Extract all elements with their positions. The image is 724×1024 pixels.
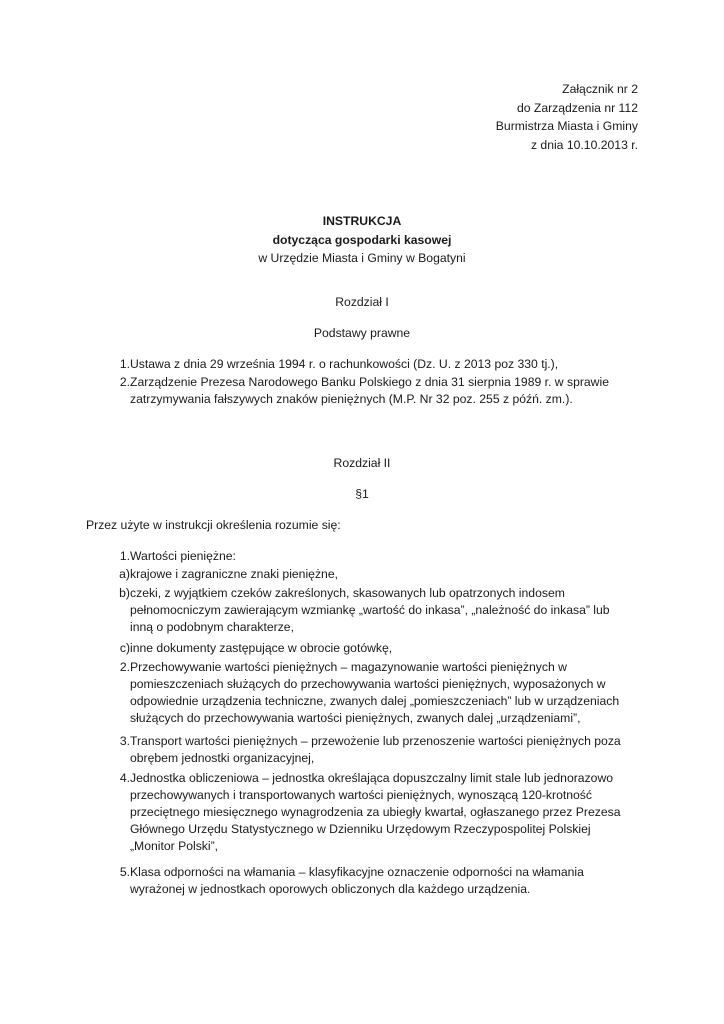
title-main: INSTRUKCJA (322, 214, 402, 228)
list-text: Klasa odporności na włamania – klasyfikacyjne oznaczenie odporności na włamania (130, 865, 584, 879)
annex-header (496, 80, 638, 154)
section-sign: §1 (355, 487, 369, 501)
list-text: Jednostka obliczeniowa – jednostka określająca dopuszczalny limit stale lub jednorazowo (130, 771, 614, 785)
annex-ordinance: do Zarządzenia nr 112 (516, 100, 638, 115)
list-text: wyrażonej w jednostkach oporowych obliczonych dla każdego urządzenia. (130, 882, 531, 896)
document-title (0, 212, 724, 268)
chapter-1-subheading: Podstawy prawne (313, 326, 411, 340)
list-text: Przechowywanie wartości pieniężnych – magazynowanie wartości pieniężnych w (130, 660, 567, 674)
list-marker: a) (119, 567, 130, 581)
chapter-1-heading: Rozdział I (335, 295, 389, 309)
list-text: Głównego Urzędu Statystycznego w Dzienniku Urzędowym Rzeczypospolitej Polskiej (130, 822, 591, 836)
annex-issuer: Burmistrza Miasta i Gminy (495, 119, 638, 133)
list-text: inną o podobnym charakterze, (130, 620, 294, 634)
list-text: odpowiednie urządzenia techniczne, zwanych dalej „pomieszczeniach” lub w urządzeniach (130, 694, 620, 708)
list-text: pomieszczeniach służących do przechowywania wartości pieniężnych, wyposażonych w (130, 677, 606, 691)
list-text: Ustawa z dnia 29 września 1994 r. o rachunkowości (Dz. U. z 2013 poz 330 tj.), (130, 357, 559, 371)
annex-number: Załącznik nr 2 (562, 82, 638, 96)
list-marker: 2. (119, 660, 130, 674)
list-marker: b) (119, 586, 130, 600)
list-marker: 4. (119, 771, 130, 785)
list-text: zatrzymywania fałszywych znaków pieniężnych (M.P. Nr 32 poz. 255 z późń. zm.). (130, 392, 573, 406)
list-marker: 3. (119, 734, 130, 748)
list-marker: 1. (119, 549, 130, 563)
list-text: pełnomocniczym zawierającym wzmiankę „wartość do inkasa”, „należność do inkasa” lub (130, 603, 610, 617)
list-text: służących do przechowywania wartości pieniężnych, zwanych dalej „urządzeniami”, (130, 711, 581, 725)
list-text: czeki, z wyjątkiem czeków zakreślonych, skasowanych lub opatrzonych indosem (130, 586, 565, 600)
list-text: inne dokumenty zastępujące w obrocie gotówkę, (130, 641, 393, 655)
list-marker: c) (119, 641, 130, 655)
list-text: Transport wartości pieniężnych – przewożenie lub przenoszenie wartości pieniężnych poza (130, 734, 621, 748)
intro-paragraph: Przez użyte w instrukcji określenia rozumie się: (86, 518, 341, 532)
list-text: krajowe i zagraniczne znaki pieniężne, (130, 567, 338, 581)
title-sub: dotycząca gospodarki kasowej (272, 232, 452, 247)
list-text: przechowywanych i transportowanych wartości pieniężnych, wynoszącą 120-krotność (130, 788, 592, 802)
title-place: w Urzędzie Miasta i Gminy w Bogatyni (258, 251, 466, 265)
list-marker: 2. (119, 375, 130, 389)
list-text: obrębem jednostki organizacyjnej, (130, 751, 315, 765)
list-text: przeciętnego miesięcznego wynagrodzenia za ubiegły kwartał, ogłaszanego przez Prezesa (130, 805, 621, 819)
list-text: Wartości pieniężne: (130, 549, 236, 563)
list-text: „Monitor Polski”, (130, 839, 219, 853)
list-marker: 1. (119, 357, 130, 371)
chapter-2-heading: Rozdział II (333, 456, 391, 470)
list-marker: 5. (119, 865, 130, 879)
annex-date: z dnia 10.10.2013 r. (530, 137, 638, 152)
list-text: Zarządzenie Prezesa Narodowego Banku Polskiego z dnia 31 sierpnia 1989 r. w sprawie (130, 375, 609, 389)
